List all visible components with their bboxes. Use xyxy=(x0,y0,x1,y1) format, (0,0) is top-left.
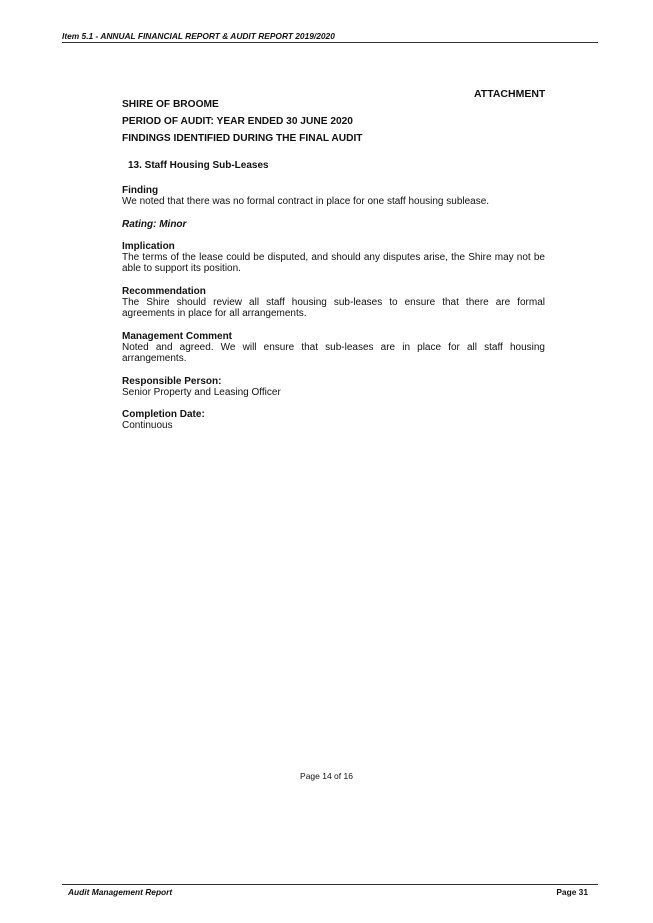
rating-text: Rating: Minor xyxy=(122,218,187,230)
audit-period-heading: PERIOD OF AUDIT: YEAR ENDED 30 JUNE 2020 xyxy=(122,116,353,127)
completion-date-text: Continuous xyxy=(122,420,173,431)
organisation-heading: SHIRE OF BROOME xyxy=(122,99,219,110)
recommendation-section xyxy=(122,286,545,320)
findings-heading: FINDINGS IDENTIFIED DURING THE FINAL AUDIT xyxy=(122,133,363,144)
recommendation-label: Recommendation xyxy=(122,285,206,297)
responsible-person-section xyxy=(122,376,545,399)
finding-label: Finding xyxy=(122,185,159,196)
management-comment-section xyxy=(122,331,545,365)
completion-date-section xyxy=(122,409,545,432)
implication-label: Implication xyxy=(122,240,175,252)
management-comment-text: Noted and agreed. We will ensure that sub-leases are in place for all staff housing arrangements. xyxy=(122,341,545,364)
attachment-label: ATTACHMENT xyxy=(474,88,546,100)
page-footer xyxy=(62,884,598,899)
management-comment-label: Management Comment xyxy=(122,330,233,342)
responsible-person-text: Senior Property and Leasing Officer xyxy=(122,386,281,398)
recommendation-text: The Shire should review all staff housing sub-leases to ensure that there are formal agreements in place for all arrangements. xyxy=(122,296,545,319)
footer-document-title: Audit Management Report xyxy=(68,887,173,897)
responsible-person-label: Responsible Person: xyxy=(122,375,222,387)
report-body xyxy=(122,97,545,432)
implication-text: The terms of the lease could be disputed, and should any disputes arise, the Shire may not be able to support its position. xyxy=(122,251,545,274)
finding-section xyxy=(122,185,545,208)
completion-date-label: Completion Date: xyxy=(122,409,205,420)
page-header xyxy=(62,31,598,43)
header-title: Item 5.1 - ANNUAL FINANCIAL REPORT & AUDIT REPORT 2019/2020 xyxy=(62,31,335,41)
page-number: Page 14 of 16 xyxy=(300,771,353,781)
finding-text: We noted that there was no formal contract in place for one staff housing sublease. xyxy=(122,196,490,207)
footer-page-number: Page 31 xyxy=(556,887,588,897)
implication-section xyxy=(122,241,545,275)
item-title: 13. Staff Housing Sub-Leases xyxy=(128,160,269,171)
